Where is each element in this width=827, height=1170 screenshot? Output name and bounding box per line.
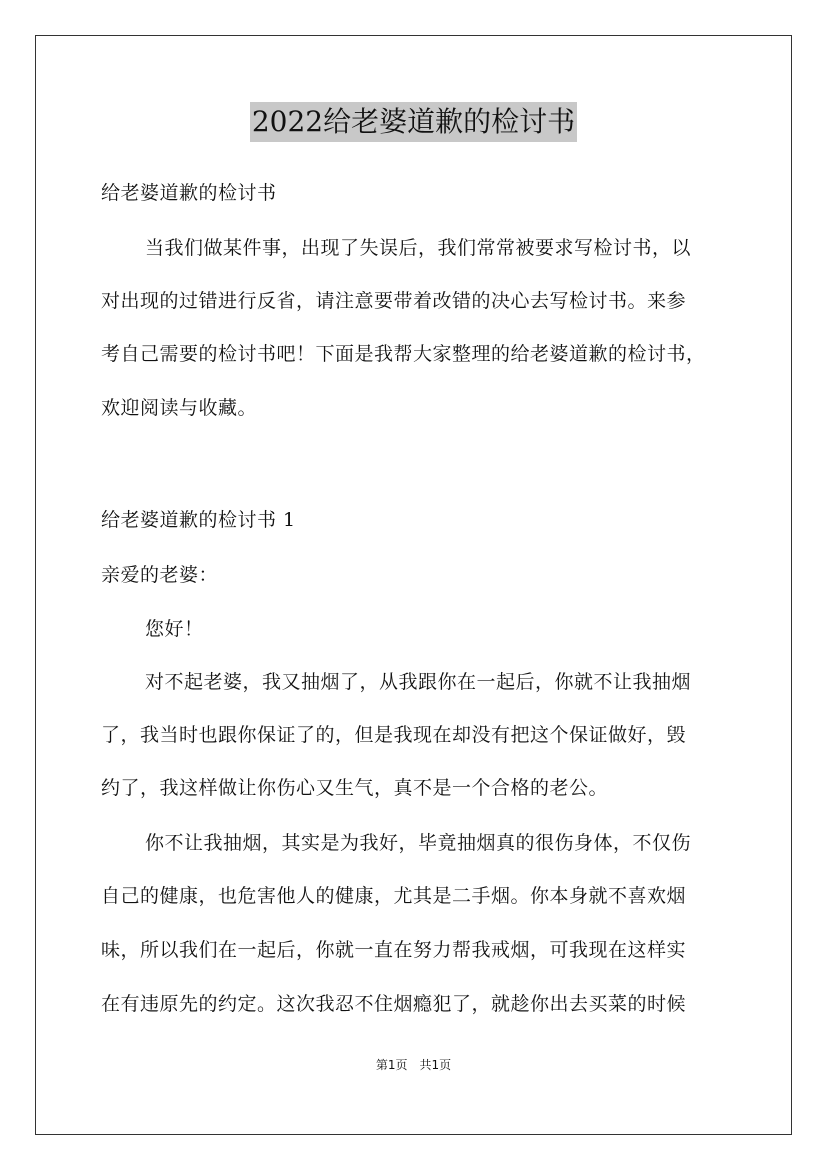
- paragraph-line: 考自己需要的检讨书吧！下面是我帮大家整理的给老婆道歉的检讨书，: [101, 343, 706, 365]
- paragraph-line: 当我们做某件事，出现了失误后，我们常常被要求写检讨书，以: [145, 237, 692, 259]
- paragraph-line: 对不起老婆，我又抽烟了，从我跟你在一起后，你就不让我抽烟: [145, 671, 692, 693]
- subtitle: 给老婆道歉的检讨书: [101, 182, 277, 204]
- greeting: 您好！: [145, 618, 204, 640]
- paragraph-line: 对出现的过错进行反省，请注意要带着改错的决心去写检讨书。来参: [101, 290, 687, 312]
- page-title: 2022给老婆道歉的检讨书: [250, 102, 577, 142]
- paragraph-line: 约了，我这样做让你伤心又生气，真不是一个合格的老公。: [101, 777, 609, 799]
- paragraph-line: 味，所以我们在一起后，你就一直在努力帮我戒烟，可我现在这样实: [101, 939, 687, 961]
- paragraph-line: 欢迎阅读与收藏。: [101, 397, 258, 419]
- salutation: 亲爱的老婆：: [101, 564, 219, 586]
- paragraph-line: 在有违原先的约定。这次我忍不住烟瘾犯了，就趁你出去买菜的时候: [101, 993, 687, 1015]
- title-container: [0, 102, 827, 142]
- paragraph-line: 自己的健康，也危害他人的健康，尤其是二手烟。你本身就不喜欢烟: [101, 885, 687, 907]
- section-heading: 给老婆道歉的检讨书 1: [101, 509, 296, 531]
- paragraph-line: 了，我当时也跟你保证了的，但是我现在却没有把这个保证做好，毁: [101, 724, 687, 746]
- paragraph-line: 你不让我抽烟，其实是为我好，毕竟抽烟真的很伤身体，不仅伤: [145, 832, 692, 854]
- page-footer: 第1页 共1页: [375, 1058, 452, 1072]
